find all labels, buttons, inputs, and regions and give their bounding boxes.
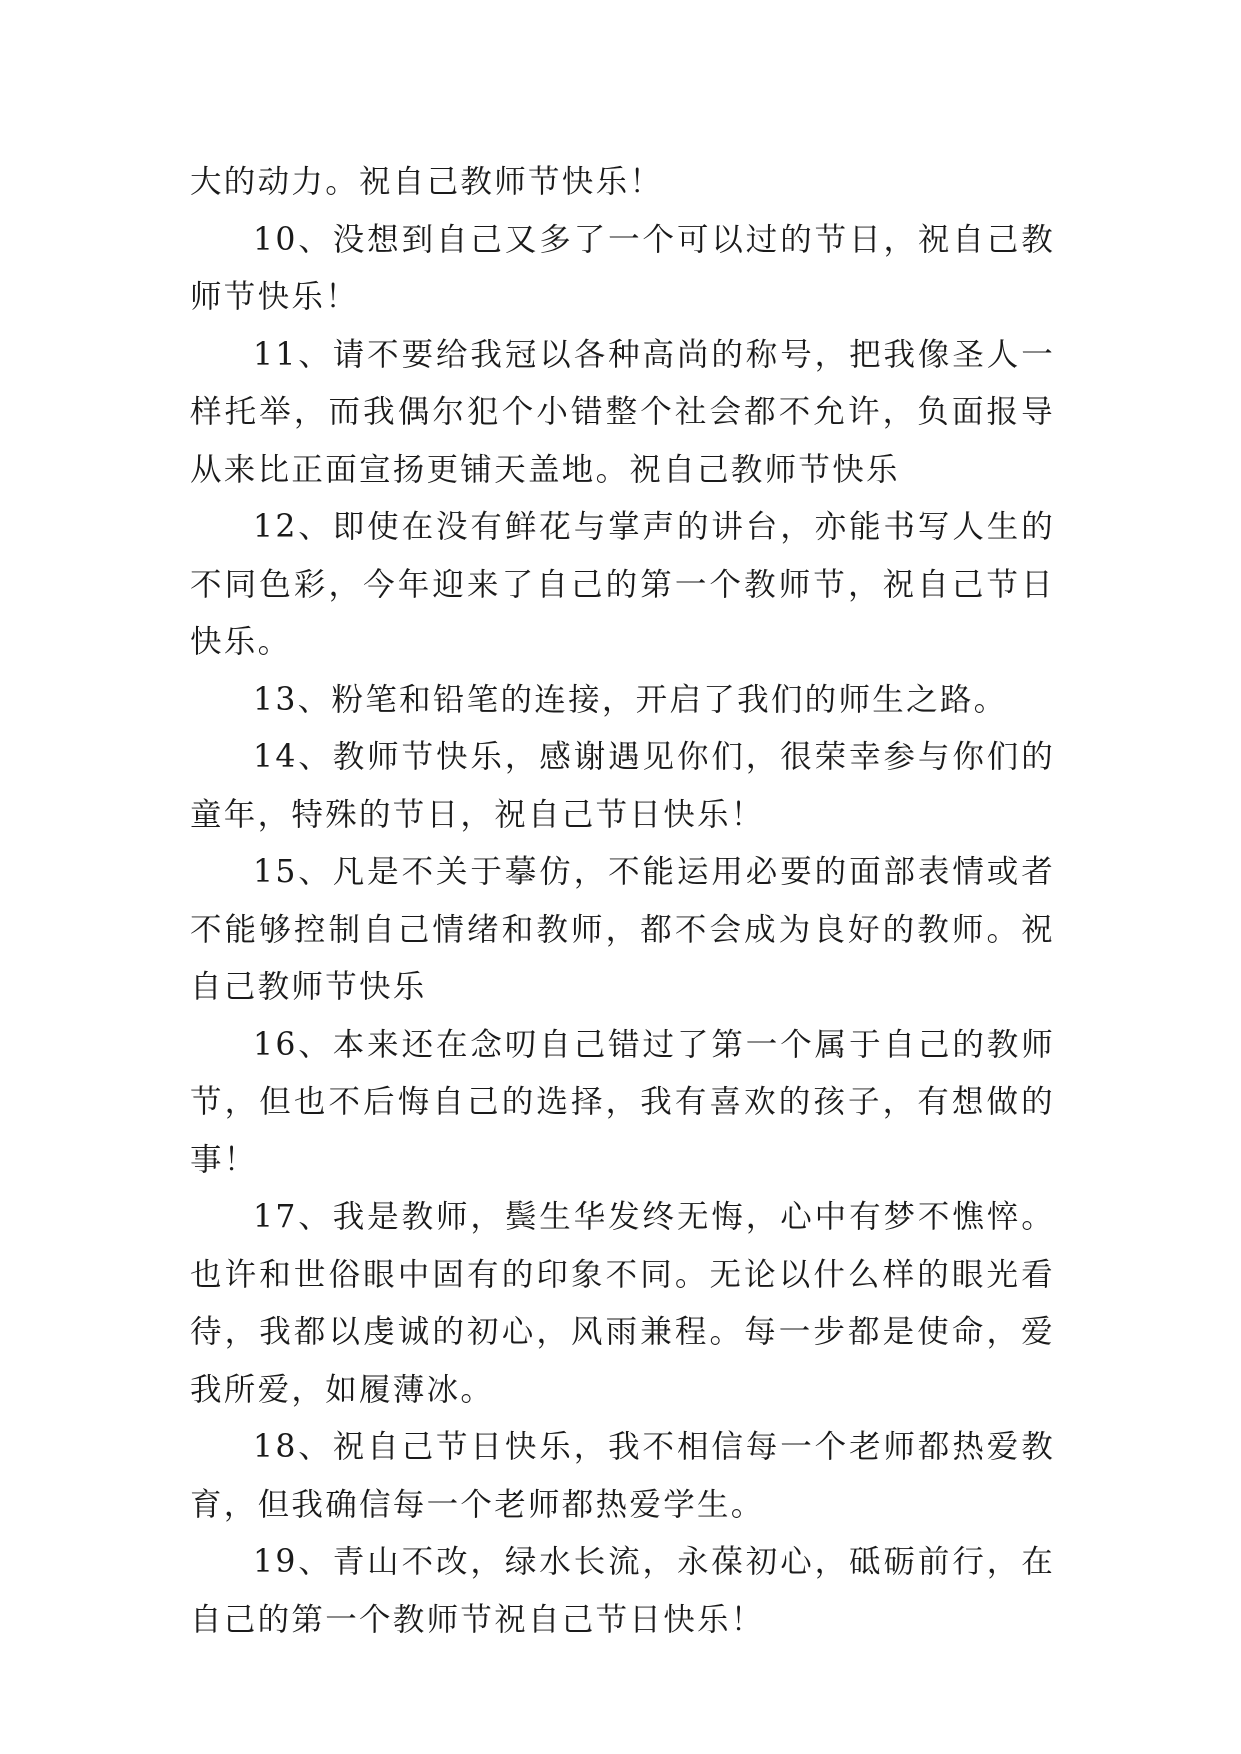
paragraph-item-16: 16、本来还在念叨自己错过了第一个属于自己的教师节，但也不后悔自己的选择，我有喜欢的孩子，有想做的事！ [190,1026,1055,1178]
paragraph-continued: 大的动力。祝自己教师节快乐！ [190,164,664,200]
paragraph-item-15: 15、凡是不关于摹仿，不能运用必要的面部表情或者不能够控制自己情绪和教师，都不会成为良好的教师。祝自己教师节快乐 [190,854,1055,1005]
paragraph-item-10: 10、没想到自己又多了一个可以过的节日，祝自己教师节快乐！ [190,221,1055,315]
paragraph-item-11: 11、请不要给我冠以各种高尚的称号，把我像圣人一样托举，而我偶尔犯个小错整个社会都不允许，负面报导从来比正面宣扬更铺天盖地。祝自己教师节快乐 [190,336,1055,488]
document-body [190,154,1055,1649]
paragraph-item-17: 17、我是教师，鬓生华发终无悔，心中有梦不憔悴。也许和世俗眼中固有的印象不同。无论以什么样的眼光看待，我都以虔诚的初心，风雨兼程。每一步都是使命，爱我所爱，如履薄冰。 [190,1199,1055,1408]
paragraph-item-12: 12、即使在没有鲜花与掌声的讲台，亦能书写人生的不同色彩，今年迎来了自己的第一个教师节，祝自己节日快乐。 [190,509,1055,660]
paragraph-item-14: 14、教师节快乐，感谢遇见你们，很荣幸参与你们的童年，特殊的节日，祝自己节日快乐！ [190,739,1055,833]
paragraph-item-18: 18、祝自己节日快乐，我不相信每一个老师都热爱教育，但我确信每一个老师都热爱学生。 [190,1429,1055,1523]
paragraph-item-13: 13、粉笔和铅笔的连接，开启了我们的师生之路。 [253,681,1008,718]
paragraph-item-19: 19、青山不改，绿水长流，永葆初心，砥砺前行，在自己的第一个教师节祝自己节日快乐！ [190,1544,1055,1638]
